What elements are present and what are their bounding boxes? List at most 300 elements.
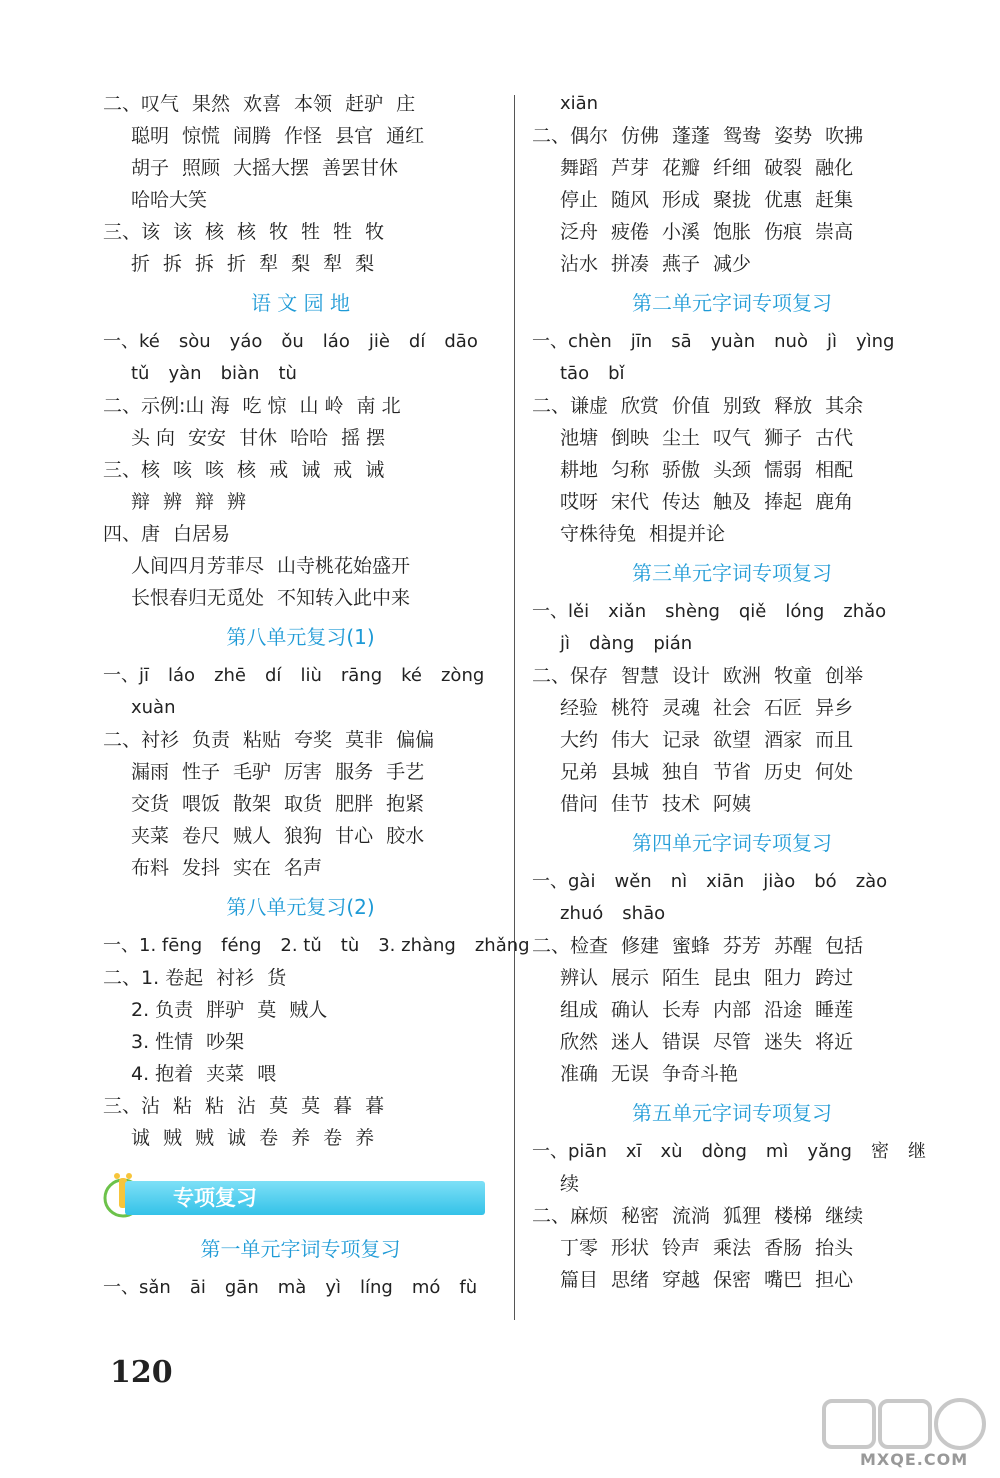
- answer-item: 辨: [227, 491, 247, 513]
- answer-item: 一、lěi: [532, 601, 590, 622]
- answer-item: 鹿角: [815, 491, 854, 513]
- answer-item: 辩: [195, 491, 215, 513]
- answer-item: 触及: [713, 491, 752, 513]
- answer-item: 争奇斗艳: [662, 1063, 739, 1085]
- answer-item: 欣然: [560, 1031, 599, 1053]
- answer-line: [103, 1058, 498, 1090]
- answer-item: 沾水: [560, 253, 599, 275]
- answer-item: 欧洲: [723, 665, 762, 687]
- answer-item: xù: [660, 1141, 683, 1162]
- answer-item: 保密: [713, 1269, 752, 1291]
- answer-item: 相提并论: [649, 523, 726, 545]
- answer-item: 楼梯: [774, 1205, 813, 1227]
- answer-item: 燕子: [662, 253, 701, 275]
- answer-line: [103, 88, 498, 120]
- answer-item: líng: [359, 1277, 393, 1298]
- answer-item: 养: [291, 1127, 311, 1149]
- answer-line: [532, 692, 932, 724]
- answer-item: 技术: [662, 793, 701, 815]
- answer-item: dāo: [444, 331, 478, 352]
- answer-item: 社会: [713, 697, 752, 719]
- answer-line: [103, 422, 498, 454]
- answer-item: 相配: [815, 459, 854, 481]
- answer-item: xiān: [560, 93, 599, 114]
- answer-item: 卷尺: [182, 825, 221, 847]
- answer-item: 核: [237, 459, 257, 481]
- answer-line: [103, 248, 498, 280]
- answer-item: 核: [237, 221, 257, 243]
- answer-item: láo: [322, 331, 350, 352]
- answer-item: 尘土: [662, 427, 701, 449]
- answer-item: lóng: [785, 601, 825, 622]
- answer-item: 阿姨: [713, 793, 752, 815]
- answer-item: 节省: [713, 761, 752, 783]
- pinyin-line: [532, 326, 932, 358]
- answer-item: 乘法: [713, 1237, 752, 1259]
- answer-item: 牲: [333, 221, 353, 243]
- answer-item: zhuó: [560, 903, 604, 924]
- answer-item: láo: [168, 665, 196, 686]
- answer-item: sā: [671, 331, 692, 352]
- answer-item: 叹气: [713, 427, 752, 449]
- answer-item: 戒: [333, 459, 353, 481]
- answer-item: 芦芽: [611, 157, 650, 179]
- answer-item: 包括: [825, 935, 864, 957]
- answer-item: 犁: [323, 253, 343, 275]
- answer-item: 破裂: [764, 157, 803, 179]
- answer-item: 南 北: [356, 395, 401, 417]
- section-heading: 第四单元字词专项复习: [632, 831, 832, 855]
- answer-item: zhǎng: [474, 935, 530, 956]
- answer-item: 狼狗: [284, 825, 323, 847]
- answer-item: 二、保存: [532, 665, 609, 687]
- answer-item: 香肠: [764, 1237, 803, 1259]
- answer-item: 狐狸: [723, 1205, 762, 1227]
- answer-item: 偏偏: [396, 729, 435, 751]
- right-column: [532, 88, 932, 1296]
- answer-item: 释放: [774, 395, 813, 417]
- answer-item: 诚: [131, 1127, 151, 1149]
- answer-item: 智慧: [621, 665, 660, 687]
- answer-line: [532, 962, 932, 994]
- answer-item: 甘心: [335, 825, 374, 847]
- answer-item: 一、piān: [532, 1141, 607, 1162]
- answer-item: 戒: [269, 459, 289, 481]
- answer-line: [532, 930, 932, 962]
- answer-line: [532, 660, 932, 692]
- answer-item: tù: [340, 935, 360, 956]
- answer-item: yì: [325, 1277, 341, 1298]
- answer-item: 发抖: [182, 857, 221, 879]
- answer-item: 胖驴: [206, 999, 245, 1021]
- answer-item: 赶驴: [345, 93, 384, 115]
- answer-item: 名声: [284, 857, 323, 879]
- answer-item: 二、示例:山 海: [103, 395, 230, 417]
- answer-item: 兄弟: [560, 761, 599, 783]
- answer-item: 吵架: [206, 1031, 245, 1053]
- answer-item: 诫: [365, 459, 385, 481]
- answer-item: 捧起: [764, 491, 803, 513]
- answer-item: jiào: [763, 871, 796, 892]
- answer-item: 辨: [163, 491, 183, 513]
- answer-item: 果然: [192, 93, 231, 115]
- answer-item: 胶水: [386, 825, 425, 847]
- answer-item: 嘴巴: [764, 1269, 803, 1291]
- answer-item: jiè: [368, 331, 390, 352]
- answer-item: 咳: [173, 459, 193, 481]
- answer-item: xiǎn: [608, 601, 647, 622]
- answer-line: [103, 216, 498, 248]
- answer-item: 作怪: [284, 125, 323, 147]
- answer-item: 抱紧: [386, 793, 425, 815]
- pinyin-line: [532, 358, 932, 390]
- answer-item: 二、谦虚: [532, 395, 609, 417]
- answer-line: [532, 994, 932, 1026]
- answer-item: 二、衬衫: [103, 729, 180, 751]
- answer-item: 性子: [182, 761, 221, 783]
- answer-item: 贼人: [289, 999, 328, 1021]
- answer-item: 散架: [233, 793, 272, 815]
- special-review-banner: [103, 1168, 498, 1226]
- answer-item: 暮: [365, 1095, 385, 1117]
- answer-line: [532, 1232, 932, 1264]
- answer-item: 莫: [257, 999, 277, 1021]
- answer-item: 莫: [301, 1095, 321, 1117]
- answer-item: 喂饭: [182, 793, 221, 815]
- answer-item: 灵魂: [662, 697, 701, 719]
- answer-item: 四、唐: [103, 523, 161, 545]
- pinyin-line: [532, 866, 932, 898]
- answer-item: 守株待兔: [560, 523, 637, 545]
- answer-item: 服务: [335, 761, 374, 783]
- answer-line: [103, 582, 498, 614]
- answer-item: 喂: [257, 1063, 277, 1085]
- answer-item: 货: [267, 967, 287, 989]
- answer-item: 2. tǔ: [280, 935, 322, 956]
- answer-item: 头 向: [131, 427, 176, 449]
- answer-item: 历史: [764, 761, 803, 783]
- answer-item: yàn: [168, 363, 202, 384]
- answer-item: ké: [401, 665, 422, 686]
- answer-item: 狮子: [764, 427, 803, 449]
- answer-item: 形状: [611, 1237, 650, 1259]
- answer-item: 一、ké: [103, 331, 160, 352]
- answer-line: [103, 724, 498, 756]
- answer-item: 迷失: [764, 1031, 803, 1053]
- answer-item: 吹拂: [825, 125, 864, 147]
- answer-item: dàng: [589, 633, 635, 654]
- answer-line: [103, 788, 498, 820]
- answer-line: [532, 454, 932, 486]
- answer-item: 懦弱: [764, 459, 803, 481]
- answer-item: 善罢甘休: [322, 157, 399, 179]
- answer-item: tù: [278, 363, 297, 384]
- answer-item: wěn: [614, 871, 652, 892]
- answer-item: 别致: [723, 395, 762, 417]
- answer-item: zào: [855, 871, 888, 892]
- answer-item: 而且: [815, 729, 854, 751]
- answer-item: 池塘: [560, 427, 599, 449]
- answer-item: 折: [131, 253, 151, 275]
- answer-item: 秘密: [621, 1205, 660, 1227]
- answer-line: [103, 756, 498, 788]
- answer-item: 优惠: [764, 189, 803, 211]
- answer-item: 照顾: [182, 157, 221, 179]
- answer-item: jì: [560, 633, 571, 654]
- answer-item: dí: [408, 331, 426, 352]
- answer-item: 继续: [825, 1205, 864, 1227]
- answer-item: 取货: [284, 793, 323, 815]
- answer-item: 一、sǎn: [103, 1277, 171, 1298]
- answer-item: 粘: [205, 1095, 225, 1117]
- answer-item: 莫非: [345, 729, 384, 751]
- answer-item: yuàn: [710, 331, 756, 352]
- answer-item: bǐ: [608, 363, 625, 384]
- answer-item: 匀称: [611, 459, 650, 481]
- answer-item: yáo: [229, 331, 263, 352]
- answer-line: [103, 852, 498, 884]
- answer-item: 厉害: [284, 761, 323, 783]
- answer-item: 修建: [621, 935, 660, 957]
- section-heading: 语 文 园 地: [250, 291, 351, 315]
- answer-item: qiě: [738, 601, 767, 622]
- answer-item: 县城: [611, 761, 650, 783]
- answer-item: 其余: [825, 395, 864, 417]
- answer-item: 舞蹈: [560, 157, 599, 179]
- answer-item: jīn: [630, 331, 653, 352]
- answer-item: 异乡: [815, 697, 854, 719]
- answer-item: 卷: [323, 1127, 343, 1149]
- answer-item: 迷人: [611, 1031, 650, 1053]
- answer-item: 石匠: [764, 697, 803, 719]
- answer-item: xī: [625, 1141, 642, 1162]
- answer-line: [103, 1026, 498, 1058]
- pinyin-line: [103, 326, 498, 358]
- answer-item: 2. 负责: [131, 999, 194, 1021]
- answer-item: dòng: [701, 1141, 747, 1162]
- answer-item: mì: [765, 1141, 789, 1162]
- answer-item: 夹菜: [131, 825, 170, 847]
- answer-item: liù: [300, 665, 322, 686]
- answer-item: 夸奖: [294, 729, 333, 751]
- answer-item: 佳节: [611, 793, 650, 815]
- answer-item: 辨认: [560, 967, 599, 989]
- answer-item: 暮: [333, 1095, 353, 1117]
- answer-item: 准确: [560, 1063, 599, 1085]
- answer-item: 阻力: [764, 967, 803, 989]
- answer-item: 长恨春归无觅处: [131, 587, 265, 609]
- answer-item: 形成: [662, 189, 701, 211]
- answer-item: 借问: [560, 793, 599, 815]
- pinyin-line: [103, 660, 498, 692]
- answer-item: 沾: [237, 1095, 257, 1117]
- answer-item: 独自: [662, 761, 701, 783]
- answer-item: 篇目: [560, 1269, 599, 1291]
- answer-line: [532, 390, 932, 422]
- answer-item: 错误: [662, 1031, 701, 1053]
- answer-line: [532, 422, 932, 454]
- answer-item: biàn: [220, 363, 260, 384]
- answer-item: rāng: [340, 665, 383, 686]
- answer-item: 昆虫: [713, 967, 752, 989]
- answer-item: gān: [224, 1277, 259, 1298]
- answer-item: 胡子: [131, 157, 170, 179]
- answer-item: 梨: [355, 253, 375, 275]
- answer-item: 二、偶尔: [532, 125, 609, 147]
- answer-item: 三、该: [103, 221, 161, 243]
- answer-line: [532, 756, 932, 788]
- answer-item: 哈哈大笑: [131, 189, 208, 211]
- answer-item: mó: [411, 1277, 441, 1298]
- answer-line: [532, 788, 932, 820]
- answer-item: 粘贴: [243, 729, 282, 751]
- answer-item: 本领: [294, 93, 333, 115]
- answer-item: 流淌: [672, 1205, 711, 1227]
- answer-item: 肥胖: [335, 793, 374, 815]
- answer-item: 毛驴: [233, 761, 272, 783]
- answer-line: [103, 820, 498, 852]
- answer-item: 漏雨: [131, 761, 170, 783]
- answer-line: [532, 248, 932, 280]
- section-heading: 第三单元字词专项复习: [632, 561, 832, 585]
- answer-item: 大摇大摆: [233, 157, 310, 179]
- answer-item: 睡莲: [815, 999, 854, 1021]
- answer-item: 庄: [396, 93, 416, 115]
- answer-line: [103, 962, 498, 994]
- answer-item: 何处: [815, 761, 854, 783]
- answer-item: 4. 抱着: [131, 1063, 194, 1085]
- answer-item: 传达: [662, 491, 701, 513]
- answer-item: shèng: [665, 601, 720, 622]
- answer-item: pián: [653, 633, 693, 654]
- answer-item: 负责: [192, 729, 231, 751]
- answer-line: [103, 518, 498, 550]
- answer-item: 犁: [259, 253, 279, 275]
- answer-item: féng: [221, 935, 262, 956]
- answer-item: sòu: [178, 331, 211, 352]
- answer-item: 贼: [195, 1127, 215, 1149]
- answer-item: 折: [227, 253, 247, 275]
- answer-item: mà: [277, 1277, 307, 1298]
- answer-item: 鸳鸯: [723, 125, 762, 147]
- pinyin-line: [532, 88, 932, 120]
- answer-item: 诫: [301, 459, 321, 481]
- answer-item: 一、1. fēng: [103, 935, 203, 956]
- answer-item: dí: [265, 665, 282, 686]
- answer-item: 交货: [131, 793, 170, 815]
- answer-item: 吃 惊: [242, 395, 287, 417]
- answer-item: 纤细: [713, 157, 752, 179]
- pinyin-line: [103, 692, 498, 724]
- answer-line: [532, 152, 932, 184]
- answer-item: jì: [826, 331, 837, 352]
- answer-item: 哈哈: [290, 427, 329, 449]
- answer-item: 牲: [301, 221, 321, 243]
- banner-title: 专项复习: [173, 1186, 257, 1210]
- answer-item: 3. zhàng: [378, 935, 456, 956]
- section-heading: 第五单元字词专项复习: [632, 1101, 832, 1125]
- answer-item: 芬芳: [723, 935, 762, 957]
- answer-item: 核: [205, 221, 225, 243]
- column-divider: [514, 95, 515, 1320]
- answer-item: 组成: [560, 999, 599, 1021]
- answer-item: 夹菜: [206, 1063, 245, 1085]
- answer-item: 担心: [815, 1269, 854, 1291]
- answer-item: 价值: [672, 395, 711, 417]
- answer-item: 蜜蜂: [672, 935, 711, 957]
- pinyin-line: [532, 1136, 932, 1168]
- answer-line: [532, 216, 932, 248]
- answer-item: 随风: [611, 189, 650, 211]
- answer-item: 摇 摆: [341, 427, 386, 449]
- answer-item: 铃声: [662, 1237, 701, 1259]
- section-heading: 第八单元复习(2): [226, 895, 375, 919]
- watermark-url: MXQE.COM: [860, 1450, 969, 1469]
- answer-item: 山寺桃花始盛开: [277, 555, 411, 577]
- answer-line: [103, 994, 498, 1026]
- answer-item: 卷: [259, 1127, 279, 1149]
- answer-item: 记录: [662, 729, 701, 751]
- answer-item: 古代: [815, 427, 854, 449]
- pinyin-line: [103, 1272, 498, 1304]
- answer-item: 莫: [269, 1095, 289, 1117]
- answer-item: 不知转入此中来: [277, 587, 411, 609]
- answer-item: 继: [907, 1141, 926, 1162]
- answer-item: 丁零: [560, 1237, 599, 1259]
- answer-item: 白居易: [173, 523, 231, 545]
- answer-item: 贼: [163, 1127, 183, 1149]
- answer-item: 人间四月芳菲尽: [131, 555, 265, 577]
- answer-item: 拼凑: [611, 253, 650, 275]
- page-number: 120: [110, 1355, 173, 1390]
- answer-item: 惊慌: [182, 125, 221, 147]
- left-column: [103, 88, 530, 1304]
- answer-item: 贼人: [233, 825, 272, 847]
- answer-line: [103, 486, 498, 518]
- answer-item: 酒家: [764, 729, 803, 751]
- pinyin-line: [532, 628, 932, 660]
- answer-item: 牧: [365, 221, 385, 243]
- answer-item: āi: [189, 1277, 206, 1298]
- answer-item: xuàn: [131, 697, 176, 718]
- answer-line: [103, 454, 498, 486]
- answer-item: 诚: [227, 1127, 247, 1149]
- answer-item: yǎng: [807, 1141, 852, 1162]
- answer-item: 饱胀: [713, 221, 752, 243]
- answer-item: 蓬蓬: [672, 125, 711, 147]
- section-heading: 第一单元字词专项复习: [200, 1237, 401, 1261]
- answer-item: zhǎo: [843, 601, 887, 622]
- answer-item: 创举: [825, 665, 864, 687]
- answer-item: 牧: [269, 221, 289, 243]
- answer-item: 融化: [815, 157, 854, 179]
- pinyin-line: [103, 358, 498, 390]
- answer-item: tǔ: [131, 363, 150, 384]
- answer-item: 一、jī: [103, 665, 150, 686]
- answer-item: 欣赏: [621, 395, 660, 417]
- answer-item: zòng: [440, 665, 485, 686]
- answer-item: 手艺: [386, 761, 425, 783]
- answer-item: 三、核: [103, 459, 161, 481]
- pinyin-line: [103, 930, 530, 962]
- answer-item: 穿越: [662, 1269, 701, 1291]
- answer-line: [532, 184, 932, 216]
- answer-item: 山 岭: [299, 395, 344, 417]
- answer-item: ǒu: [281, 331, 304, 352]
- answer-item: 伤痕: [764, 221, 803, 243]
- answer-item: 县官: [335, 125, 374, 147]
- answer-item: 续: [560, 1173, 580, 1195]
